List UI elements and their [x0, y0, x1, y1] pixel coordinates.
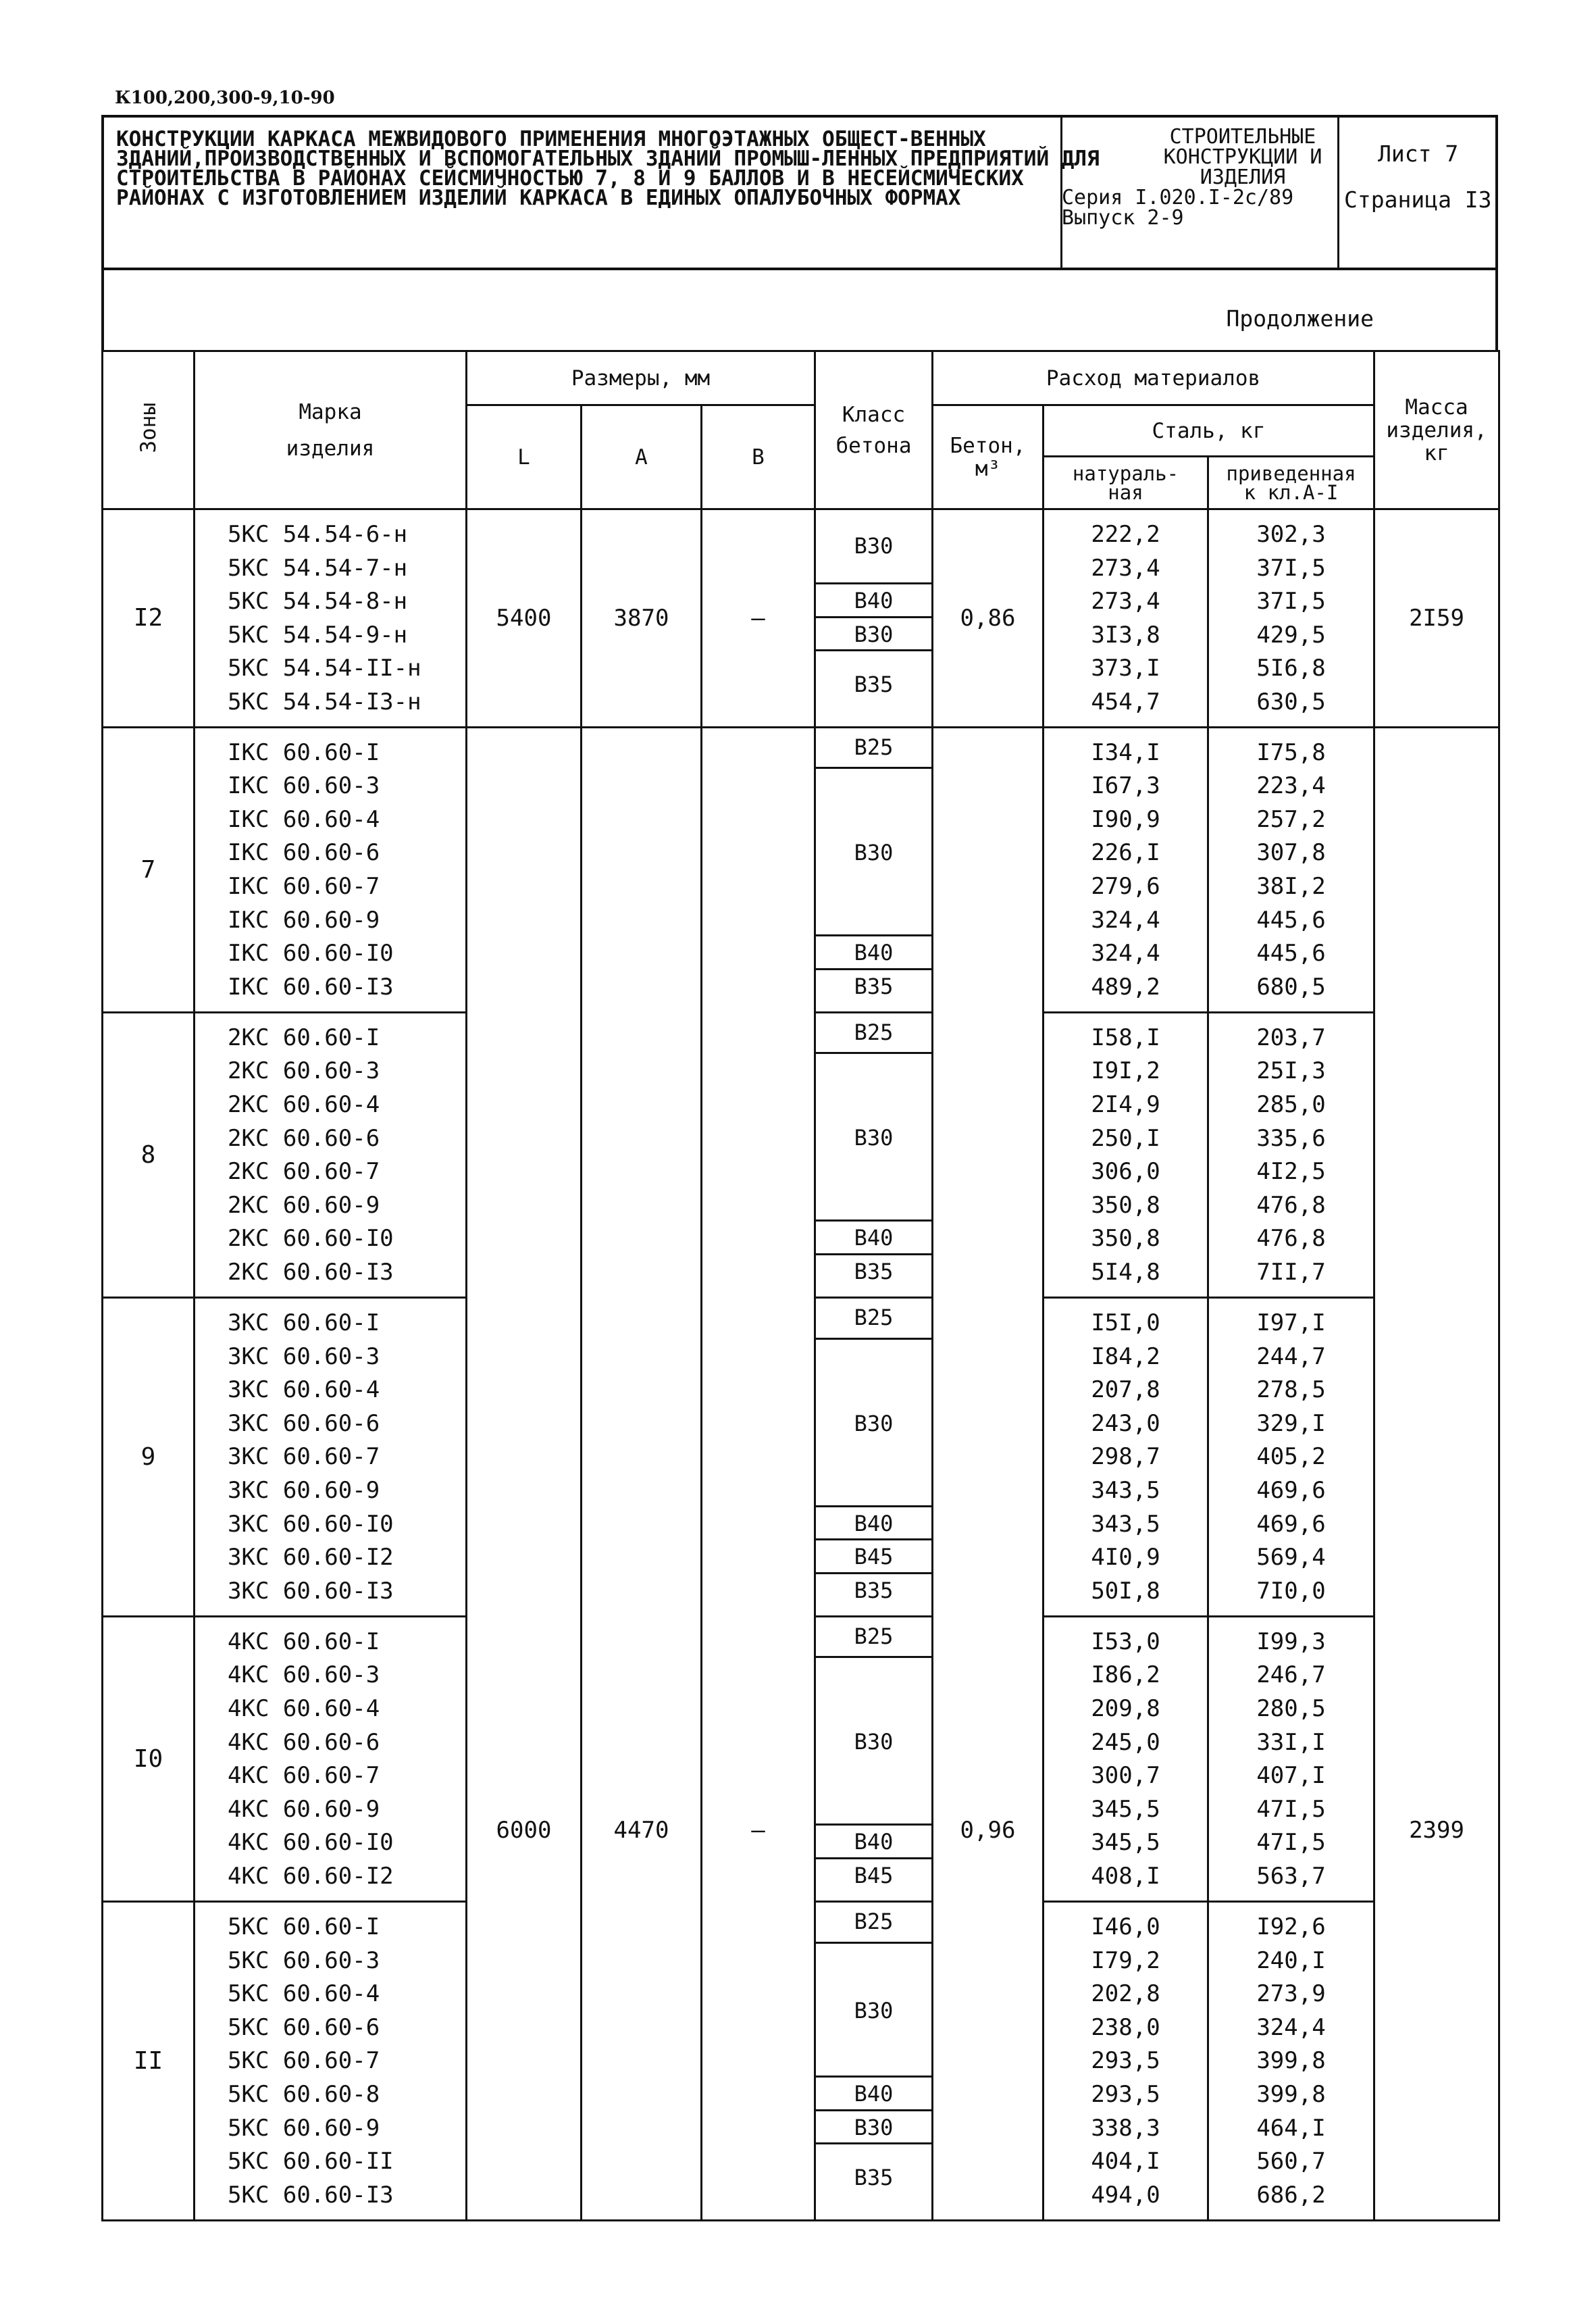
steel-reduced-cell-line: 25I,3: [1256, 1057, 1326, 1085]
mark-cell-line: 3КС 60.60-6: [228, 1409, 380, 1437]
zone-cell: II: [103, 1902, 195, 2221]
mark-cell-line: 3КС 60.60-I0: [228, 1510, 394, 1538]
steel-natural-cell-line: 345,5: [1091, 1795, 1160, 1823]
steel-reduced-cell: [1208, 1902, 1374, 2221]
mark-cell-line: 5КС 60.60-9: [228, 2114, 380, 2142]
mark-cell-line: 5КС 60.60-7: [228, 2047, 380, 2075]
steel-natural-cell-line: 226,I: [1091, 839, 1160, 867]
steel-natural-cell-line: I58,I: [1091, 1024, 1160, 1051]
steel-reduced-cell-line: 278,5: [1256, 1376, 1326, 1404]
steel-reduced-cell-line: 399,8: [1256, 2081, 1326, 2108]
steel-natural-cell-line: 404,I: [1091, 2148, 1160, 2175]
steel-natural-cell-line: 343,5: [1091, 1510, 1160, 1538]
steel-natural-cell-line: I46,0: [1091, 1913, 1160, 1941]
class-label: В30: [816, 1656, 931, 1823]
mark-cell-line: 5КС 60.60-I3: [228, 2181, 394, 2209]
steel-natural-cell-line: I9I,2: [1091, 1057, 1160, 1085]
title-block: [101, 115, 1498, 270]
mark-cell-line: IКС 60.60-9: [228, 906, 380, 934]
class-label: В30: [816, 1942, 931, 2076]
steel-reduced-cell-line: 476,8: [1256, 1225, 1326, 1253]
steel-natural-cell-line: 345,5: [1091, 1829, 1160, 1857]
mark-cell-line: 2КС 60.60-7: [228, 1158, 380, 1186]
header-A: A: [582, 405, 702, 509]
steel-reduced-cell-line: I97,I: [1256, 1309, 1326, 1336]
mark-cell-line: 3КС 60.60-9: [228, 1476, 380, 1504]
dim-A-cell: 4470: [582, 727, 702, 2220]
mark-cell-line: IКС 60.60-4: [228, 805, 380, 833]
steel-reduced-cell-line: 257,2: [1256, 805, 1326, 833]
steel-natural-cell-line: 454,7: [1091, 688, 1160, 715]
steel-reduced-cell-line: 280,5: [1256, 1695, 1326, 1723]
mark-cell-line: 5КС 54.54-I3-н: [228, 688, 421, 715]
steel-reduced-cell-line: 680,5: [1256, 973, 1326, 1001]
mark-cell-line: 3КС 60.60-I: [228, 1309, 380, 1336]
mark-cell-line: IКС 60.60-7: [228, 873, 380, 901]
class-label: В35: [816, 1253, 931, 1287]
mark-cell-line: IКС 60.60-I0: [228, 940, 394, 967]
mark-cell-line: 2КС 60.60-I0: [228, 1225, 394, 1253]
class-label: В40: [816, 1505, 931, 1539]
steel-reduced-cell-line: 476,8: [1256, 1191, 1326, 1219]
header-steel-natural: натураль- ная: [1044, 457, 1208, 509]
steel-natural-cell: [1044, 1297, 1208, 1616]
header-steel: Сталь, кг: [1044, 405, 1374, 457]
mark-cell-line: IКС 60.60-3: [228, 772, 380, 800]
header-mass: Масса изделия, кг: [1374, 351, 1499, 509]
mark-cell: [195, 1297, 467, 1616]
mark-cell: [195, 1012, 467, 1297]
class-label: В40: [816, 2076, 931, 2109]
steel-reduced-cell-line: 223,4: [1256, 772, 1326, 800]
class-label: В45: [816, 1538, 931, 1572]
steel-reduced-cell-line: 302,3: [1256, 521, 1326, 548]
mark-cell-line: 4КС 60.60-I2: [228, 1863, 394, 1890]
header-L: L: [467, 405, 582, 509]
steel-natural-cell-line: I5I,0: [1091, 1309, 1160, 1336]
steel-reduced-cell-line: 405,2: [1256, 1443, 1326, 1471]
class-label: В35: [816, 649, 931, 716]
materials-table: [101, 350, 1500, 2221]
mark-cell-line: 5КС 54.54-II-н: [228, 655, 421, 682]
mark-cell-line: 5КС 60.60-8: [228, 2081, 380, 2108]
steel-natural-cell-line: 3I3,8: [1091, 621, 1160, 649]
mark-cell-line: 5КС 60.60-4: [228, 1980, 380, 2008]
mark-cell-line: 5КС 54.54-8-н: [228, 588, 408, 615]
class-label: В30: [816, 1052, 931, 1219]
steel-reduced-cell-line: 273,9: [1256, 1980, 1326, 2008]
steel-natural-cell-line: 494,0: [1091, 2181, 1160, 2209]
mark-cell-line: 4КС 60.60-3: [228, 1661, 380, 1689]
steel-reduced-cell-line: 560,7: [1256, 2148, 1326, 2175]
steel-natural-cell-line: 273,4: [1091, 588, 1160, 615]
steel-natural-cell-line: 324,4: [1091, 940, 1160, 967]
mark-cell-line: 2КС 60.60-9: [228, 1191, 380, 1219]
mark-cell-line: IКС 60.60-I3: [228, 973, 394, 1001]
mark-cell-line: 4КС 60.60-6: [228, 1728, 380, 1756]
class-label: В40: [816, 934, 931, 968]
steel-natural-cell-line: 343,5: [1091, 1476, 1160, 1504]
steel-natural-cell-line: 202,8: [1091, 1980, 1160, 2008]
class-cell: [815, 1902, 933, 2221]
steel-reduced-cell-line: 569,4: [1256, 1544, 1326, 1571]
class-label: В25: [854, 1909, 894, 1935]
steel-reduced-cell-line: 429,5: [1256, 621, 1326, 649]
steel-natural-cell-line: 350,8: [1091, 1191, 1160, 1219]
continuation-row: [101, 270, 1498, 350]
steel-reduced-cell-line: 285,0: [1256, 1090, 1326, 1118]
steel-reduced-cell-line: 335,6: [1256, 1124, 1326, 1152]
steel-reduced-cell-line: 407,I: [1256, 1762, 1326, 1790]
mark-cell-line: 2КС 60.60-I: [228, 1024, 380, 1051]
spec-line: СТРОИТЕЛЬНЫЕ: [1169, 125, 1316, 149]
steel-reduced-cell-line: 630,5: [1256, 688, 1326, 715]
steel-reduced-cell-line: 329,I: [1256, 1409, 1326, 1437]
mark-cell-line: 5КС 60.60-II: [228, 2148, 394, 2175]
steel-reduced-cell-line: I75,8: [1256, 738, 1326, 766]
class-label: В30: [816, 1338, 931, 1505]
steel-natural-cell-line: I53,0: [1091, 1628, 1160, 1655]
table-row: [103, 509, 1499, 728]
steel-reduced-cell-line: I92,6: [1256, 1913, 1326, 1941]
mark-cell-line: 4КС 60.60-9: [228, 1795, 380, 1823]
class-label: В40: [816, 1219, 931, 1253]
steel-reduced-cell: [1208, 727, 1374, 1012]
steel-reduced-cell-line: 47I,5: [1256, 1829, 1326, 1857]
mark-cell-line: 5КС 60.60-6: [228, 2013, 380, 2041]
mark-cell-line: 4КС 60.60-7: [228, 1762, 380, 1790]
steel-reduced-cell-line: 203,7: [1256, 1024, 1326, 1051]
mark-cell-line: 5КС 54.54-9-н: [228, 621, 408, 649]
steel-reduced-cell-line: 7II,7: [1256, 1258, 1326, 1286]
zone-cell: 9: [103, 1297, 195, 1616]
page-number: Страница I3: [1344, 186, 1492, 213]
concrete-cell: 0,96: [933, 727, 1044, 2220]
continuation-label: Продолжение: [1226, 305, 1374, 332]
steel-reduced-cell-line: 47I,5: [1256, 1795, 1326, 1823]
steel-reduced-cell-line: 307,8: [1256, 839, 1326, 867]
steel-reduced-cell-line: I99,3: [1256, 1628, 1326, 1655]
steel-reduced-cell-line: 37I,5: [1256, 588, 1326, 615]
dim-L-cell: 6000: [467, 727, 582, 2220]
dim-L-cell: 5400: [467, 509, 582, 728]
steel-reduced-cell-line: 464,I: [1256, 2114, 1326, 2142]
mark-cell-line: 4КС 60.60-I: [228, 1628, 380, 1655]
steel-natural-cell-line: I84,2: [1091, 1342, 1160, 1370]
steel-natural-cell-line: 245,0: [1091, 1728, 1160, 1756]
zone-cell: 8: [103, 1012, 195, 1297]
steel-natural-cell-line: I90,9: [1091, 805, 1160, 833]
steel-natural-cell-line: 50I,8: [1091, 1577, 1160, 1605]
steel-reduced-cell-line: 246,7: [1256, 1661, 1326, 1689]
steel-reduced-cell: [1208, 1012, 1374, 1297]
steel-reduced-cell-line: 469,6: [1256, 1510, 1326, 1538]
steel-natural-cell-line: 250,I: [1091, 1124, 1160, 1152]
dim-A-cell: 3870: [582, 509, 702, 728]
zone-cell: 7: [103, 727, 195, 1012]
spec-line: КОНСТРУКЦИИ И: [1163, 145, 1322, 169]
zone-cell: I2: [103, 509, 195, 728]
steel-reduced-cell-line: 445,6: [1256, 906, 1326, 934]
steel-natural-cell-line: 350,8: [1091, 1225, 1160, 1253]
header-dimensions: Размеры, мм: [467, 351, 815, 405]
mark-cell-line: 3КС 60.60-I3: [228, 1577, 394, 1605]
steel-reduced-cell-line: 244,7: [1256, 1342, 1326, 1370]
class-label: В25: [854, 1304, 894, 1330]
mass-cell: 2I59: [1374, 509, 1499, 728]
mark-cell: [195, 1902, 467, 2221]
steel-natural-cell-line: 279,6: [1091, 873, 1160, 901]
steel-natural-cell-line: 5I4,8: [1091, 1258, 1160, 1286]
issue-number: Выпуск 2-9: [1062, 206, 1184, 230]
steel-reduced-cell: [1208, 509, 1374, 728]
steel-natural-cell-line: I34,I: [1091, 738, 1160, 766]
steel-natural-cell-line: I86,2: [1091, 1661, 1160, 1689]
class-label: В40: [816, 1823, 931, 1857]
steel-reduced-cell-line: 399,8: [1256, 2047, 1326, 2075]
class-label: В30: [816, 767, 931, 934]
steel-natural-cell-line: 207,8: [1091, 1376, 1160, 1404]
mark-cell-line: 4КС 60.60-4: [228, 1695, 380, 1723]
class-label: В25: [854, 1019, 894, 1045]
steel-natural-cell: [1044, 727, 1208, 1012]
steel-reduced-cell-line: 5I6,8: [1256, 655, 1326, 682]
mark-cell: [195, 509, 467, 728]
steel-natural-cell: [1044, 1012, 1208, 1297]
steel-reduced-cell-line: 445,6: [1256, 940, 1326, 967]
concrete-cell: 0,86: [933, 509, 1044, 728]
mark-cell-line: IКС 60.60-I: [228, 738, 380, 766]
steel-natural-cell-line: 298,7: [1091, 1443, 1160, 1471]
steel-natural-cell-line: 373,I: [1091, 655, 1160, 682]
mark-cell-line: 4КС 60.60-I0: [228, 1829, 394, 1857]
class-label: В30: [854, 533, 894, 559]
header-class: Класс бетона: [815, 351, 933, 509]
mark-cell-line: 5КС 54.54-6-н: [228, 521, 408, 548]
steel-reduced-cell-line: 469,6: [1256, 1476, 1326, 1504]
class-cell: [815, 1616, 933, 1901]
steel-reduced-cell-line: 38I,2: [1256, 873, 1326, 901]
class-cell: [815, 509, 933, 728]
mark-cell-line: 5КС 54.54-7-н: [228, 554, 408, 582]
steel-natural-cell: [1044, 1616, 1208, 1901]
dim-B-cell: –: [702, 509, 815, 728]
header-B: B: [702, 405, 815, 509]
header-consumption: Расход материалов: [933, 351, 1374, 405]
class-cell: [815, 727, 933, 1012]
mark-cell-line: 3КС 60.60-4: [228, 1376, 380, 1404]
steel-reduced-cell-line: 324,4: [1256, 2013, 1326, 2041]
steel-natural-cell-line: 300,7: [1091, 1762, 1160, 1790]
steel-natural-cell: [1044, 1902, 1208, 2221]
class-cell: [815, 1012, 933, 1297]
class-label: В40: [816, 582, 931, 616]
steel-reduced-cell-line: 240,I: [1256, 1946, 1326, 1974]
steel-natural-cell-line: 489,2: [1091, 973, 1160, 1001]
header-zone: Зоны: [103, 351, 195, 509]
class-label: В35: [816, 2142, 931, 2209]
header-mark: Марка изделия: [195, 351, 467, 509]
class-label: В25: [854, 1623, 894, 1649]
steel-natural-cell: [1044, 509, 1208, 728]
steel-natural-cell-line: 306,0: [1091, 1158, 1160, 1186]
document-title: КОНСТРУКЦИИ КАРКАСА МЕЖВИДОВОГО ПРИМЕНЕНИЯ МНОГОЭТАЖНЫХ ОБЩЕСТ-ВЕННЫХ ЗДАНИЙ,ПРОИЗВОДСТВЕННЫХ И ВСПОМОГАТЕЛЬНЫХ ЗДАНИЙ ПРОМЫШ-ЛЕННЫХ ПРЕДПРИЯТИЙ ДЛЯ СТРОИТЕЛЬСТВА В РАЙОНАХ СЕЙСМИЧНОСТЬЮ 7, 8 И 9 БАЛЛОВ И В НЕСЕЙСМИЧЕСКИХ РАЙОНАХ С ИЗГОТОВЛЕНИЕМ ИЗДЕЛИЙ КАРКАСА В ЕДИНЫХ ОПАЛУБОЧНЫХ ФОРМАХ: [116, 127, 1100, 210]
steel-natural-cell-line: 408,I: [1091, 1863, 1160, 1890]
steel-reduced-cell: [1208, 1297, 1374, 1616]
class-label: В25: [854, 734, 894, 760]
steel-natural-cell-line: 293,5: [1091, 2081, 1160, 2108]
steel-reduced-cell-line: 7I0,0: [1256, 1577, 1326, 1605]
mark-cell-line: 3КС 60.60-I2: [228, 1544, 394, 1571]
table-row: [103, 727, 1499, 1012]
steel-natural-cell-line: I67,3: [1091, 772, 1160, 800]
mark-cell-line: IКС 60.60-6: [228, 839, 380, 867]
class-label: В35: [816, 968, 931, 1002]
steel-natural-cell-line: 238,0: [1091, 2013, 1160, 2041]
class-cell: [815, 1297, 933, 1616]
steel-reduced-cell-line: 4I2,5: [1256, 1158, 1326, 1186]
series-number: Серия I.020.I-2с/89: [1062, 186, 1294, 209]
steel-reduced-cell-line: 33I,I: [1256, 1728, 1326, 1756]
steel-natural-cell-line: 243,0: [1091, 1409, 1160, 1437]
steel-natural-cell-line: 4I0,9: [1091, 1544, 1160, 1571]
class-label: В30: [816, 616, 931, 650]
mass-cell: 2399: [1374, 727, 1499, 2220]
mark-cell-line: 3КС 60.60-7: [228, 1443, 380, 1471]
steel-natural-cell-line: 273,4: [1091, 554, 1160, 582]
steel-natural-cell-line: 222,2: [1091, 521, 1160, 548]
document-code: К100,200,300-9,10-90: [115, 88, 335, 108]
header-concrete: Бетон, м³: [933, 405, 1044, 509]
mark-cell-line: 2КС 60.60-I3: [228, 1258, 394, 1286]
mark-cell-line: 2КС 60.60-4: [228, 1090, 380, 1118]
steel-reduced-cell: [1208, 1616, 1374, 1901]
sheet-number: Лист 7: [1378, 141, 1459, 167]
steel-reduced-cell-line: 563,7: [1256, 1863, 1326, 1890]
class-label: В45: [816, 1857, 931, 1891]
steel-natural-cell-line: I79,2: [1091, 1946, 1160, 1974]
steel-natural-cell-line: 209,8: [1091, 1695, 1160, 1723]
steel-natural-cell-line: 2I4,9: [1091, 1090, 1160, 1118]
header-steel-reduced: приведенная к кл.А-I: [1208, 457, 1374, 509]
steel-reduced-cell-line: 686,2: [1256, 2181, 1326, 2209]
zone-cell: I0: [103, 1616, 195, 1901]
class-label: В30: [816, 2109, 931, 2143]
mark-cell-line: 5КС 60.60-3: [228, 1946, 380, 1974]
mark-cell-line: 2КС 60.60-6: [228, 1124, 380, 1152]
steel-natural-cell-line: 338,3: [1091, 2114, 1160, 2142]
dim-B-cell: –: [702, 727, 815, 2220]
mark-cell-line: 5КС 60.60-I: [228, 1913, 380, 1941]
mark-cell: [195, 727, 467, 1012]
mark-cell-line: 2КС 60.60-3: [228, 1057, 380, 1085]
steel-reduced-cell-line: 37I,5: [1256, 554, 1326, 582]
steel-natural-cell-line: 324,4: [1091, 906, 1160, 934]
steel-natural-cell-line: 293,5: [1091, 2047, 1160, 2075]
mark-cell-line: 3КС 60.60-3: [228, 1342, 380, 1370]
mark-cell: [195, 1616, 467, 1901]
class-label: В35: [816, 1572, 931, 1606]
spec-line: ИЗДЕЛИЯ: [1200, 166, 1286, 189]
